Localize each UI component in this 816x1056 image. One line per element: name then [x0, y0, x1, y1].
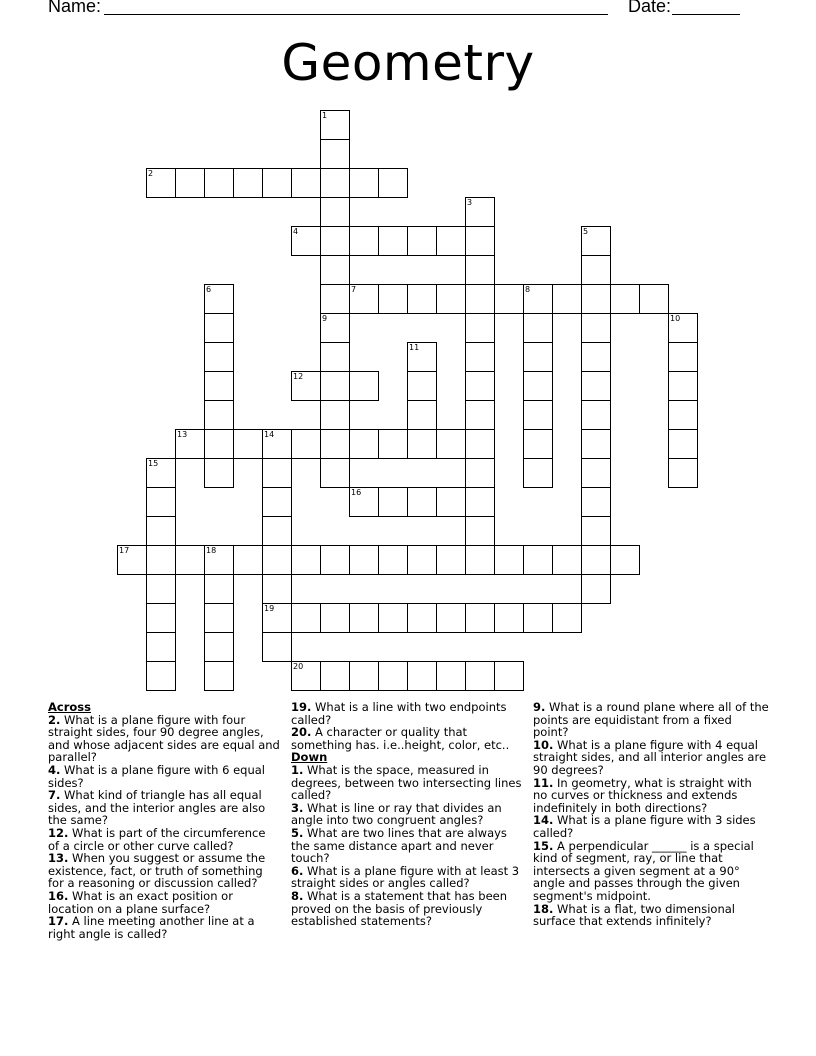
- clue-item: [291, 701, 525, 726]
- crossword-cell[interactable]: [320, 400, 350, 430]
- crossword-cell[interactable]: [146, 168, 176, 198]
- crossword-cell[interactable]: [668, 400, 698, 430]
- clues-column-2: [291, 701, 525, 928]
- crossword-cell[interactable]: [436, 661, 466, 691]
- clue-number: 18.: [533, 901, 554, 916]
- clue-text: What is the space, measured in degrees, between two intersecting lines called?: [291, 762, 522, 803]
- crossword-cell[interactable]: [204, 574, 234, 604]
- crossword-cell[interactable]: [378, 661, 408, 691]
- crossword-cell[interactable]: [291, 661, 321, 691]
- clue-text: What is line or ray that divides an angle into two congruent angles?: [291, 800, 502, 828]
- clue-item: [291, 865, 525, 890]
- crossword-cell[interactable]: [146, 516, 176, 546]
- crossword-cell[interactable]: [465, 545, 495, 575]
- crossword-cell[interactable]: [494, 545, 524, 575]
- crossword-cell[interactable]: [523, 458, 553, 488]
- crossword-cell[interactable]: [320, 197, 350, 227]
- crossword-cell[interactable]: [204, 603, 234, 633]
- crossword-cell[interactable]: [465, 284, 495, 314]
- crossword-cell[interactable]: [320, 371, 350, 401]
- clue-number-label: 14: [264, 430, 275, 439]
- clue-item: [533, 840, 769, 903]
- clue-number-label: 4: [293, 227, 299, 236]
- crossword-cell[interactable]: [523, 313, 553, 343]
- crossword-cell[interactable]: [494, 661, 524, 691]
- crossword-cell[interactable]: [465, 371, 495, 401]
- clue-item: [48, 764, 280, 789]
- clue-item: [48, 915, 280, 940]
- across-heading: Across: [48, 700, 91, 714]
- clue-text: In geometry, what is straight with no curves or thickness and extends indefinitely in both directions?: [533, 775, 752, 815]
- clue-item: [291, 802, 525, 827]
- crossword-cell[interactable]: [639, 284, 669, 314]
- clue-number: 4.: [48, 762, 61, 777]
- crossword-cell[interactable]: [378, 284, 408, 314]
- crossword-cell[interactable]: [262, 632, 292, 662]
- crossword-cell[interactable]: [407, 487, 437, 517]
- clue-text: What is part of the circumference of a circle or other curve called?: [48, 825, 266, 853]
- crossword-cell[interactable]: [204, 661, 234, 691]
- page-title: Geometry: [281, 34, 535, 92]
- clue-item: [291, 764, 525, 802]
- clue-item: [291, 726, 525, 751]
- crossword-cell[interactable]: [378, 603, 408, 633]
- crossword-cell[interactable]: [465, 661, 495, 691]
- clue-number: 13.: [48, 851, 69, 866]
- clue-number-label: 15: [148, 459, 159, 468]
- crossword-cell[interactable]: [320, 255, 350, 285]
- crossword-cell[interactable]: [465, 255, 495, 285]
- clue-text: What is a statement that has been proved on the basis of previously established statements?: [291, 888, 508, 929]
- crossword-cell[interactable]: [407, 661, 437, 691]
- crossword-cell[interactable]: [262, 516, 292, 546]
- crossword-cell[interactable]: [204, 545, 234, 575]
- clue-item: [533, 903, 769, 928]
- clue-number: 7.: [48, 788, 61, 803]
- clue-number-label: 7: [351, 285, 357, 294]
- crossword-cell[interactable]: [320, 313, 350, 343]
- down-heading: Down: [291, 750, 328, 765]
- clue-list-across-1: [48, 714, 280, 941]
- crossword-cell[interactable]: [291, 168, 321, 198]
- clue-text: A perpendicular ______ is a special kind of segment, ray, or line that intersects a given segment at a 90° angle and passes through the given segment's midpoint.: [533, 838, 754, 903]
- clue-number-label: 1: [322, 111, 328, 120]
- crossword-cell[interactable]: [407, 284, 437, 314]
- crossword-cell[interactable]: [581, 342, 611, 372]
- crossword-cell[interactable]: [407, 545, 437, 575]
- clue-text: What is a flat, two dimensional surface that extends infinitely?: [533, 901, 735, 929]
- clue-text: A line meeting another line at a right angle is called?: [48, 914, 255, 941]
- crossword-cell[interactable]: [668, 371, 698, 401]
- clue-number: 5.: [291, 825, 304, 840]
- clue-text: What is a line with two endpoints called?: [291, 700, 507, 727]
- clue-text: What is a plane figure with at least 3 straight sides or angles called?: [291, 863, 520, 891]
- clue-text: What is an exact position or location on a plane surface?: [48, 888, 233, 916]
- crossword-cell[interactable]: [494, 603, 524, 633]
- clue-item: [48, 852, 280, 890]
- clue-number: 14.: [533, 813, 554, 828]
- crossword-cell[interactable]: [581, 371, 611, 401]
- crossword-cell[interactable]: [204, 458, 234, 488]
- clue-number: 19.: [291, 700, 312, 714]
- crossword-cell[interactable]: [407, 342, 437, 372]
- clue-text: What is a plane figure with four straight sides, four 90 degree angles, and whose adjacent sides are equal and parallel?: [48, 712, 280, 765]
- crossword-cell[interactable]: [320, 284, 350, 314]
- crossword-cell[interactable]: [407, 603, 437, 633]
- clue-text: What kind of triangle has all equal sides, and the interior angles are also the same?: [48, 788, 266, 828]
- clue-list-across-2: [291, 701, 525, 751]
- crossword-cell[interactable]: [523, 400, 553, 430]
- crossword-cell[interactable]: [291, 603, 321, 633]
- crossword-cell[interactable]: [465, 429, 495, 459]
- clue-number: 2.: [48, 712, 61, 727]
- crossword-cell[interactable]: [349, 429, 379, 459]
- crossword-cell[interactable]: [117, 545, 147, 575]
- crossword-cell[interactable]: [320, 226, 350, 256]
- crossword-cell[interactable]: [320, 545, 350, 575]
- crossword-cell[interactable]: [581, 284, 611, 314]
- crossword-cell[interactable]: [320, 429, 350, 459]
- crossword-cell[interactable]: [349, 661, 379, 691]
- crossword-cell[interactable]: [349, 487, 379, 517]
- clue-text: What is a plane figure with 6 equal sides?: [48, 762, 265, 790]
- crossword-cell[interactable]: [204, 400, 234, 430]
- crossword-cell[interactable]: [465, 458, 495, 488]
- clue-number-label: 11: [409, 343, 420, 352]
- crossword-cell[interactable]: [436, 429, 466, 459]
- crossword-cell[interactable]: [436, 545, 466, 575]
- clue-number-label: 9: [322, 314, 328, 323]
- crossword-cell[interactable]: [465, 400, 495, 430]
- crossword-cell[interactable]: [523, 284, 553, 314]
- clue-list-down-1: [291, 764, 525, 928]
- crossword-cell[interactable]: [349, 603, 379, 633]
- clue-number-label: 10: [670, 314, 681, 323]
- clue-text: What is a plane figure with 3 sides called?: [533, 813, 756, 840]
- crossword-cell[interactable]: [146, 632, 176, 662]
- clue-number: 12.: [48, 825, 69, 840]
- clue-item: [48, 714, 280, 764]
- clue-number: 10.: [533, 737, 554, 752]
- crossword-cell[interactable]: [204, 371, 234, 401]
- clue-number-label: 17: [119, 546, 130, 555]
- clue-text: A character or quality that something has. i.e..height, color, etc..: [291, 725, 510, 752]
- crossword-cell[interactable]: [291, 545, 321, 575]
- date-label: Date:: [628, 0, 672, 16]
- clue-number-label: 8: [525, 285, 531, 294]
- clue-item: [533, 777, 769, 815]
- crossword-cell[interactable]: [523, 371, 553, 401]
- crossword-cell[interactable]: [175, 545, 205, 575]
- clue-number-label: 18: [206, 546, 217, 555]
- crossword-cell[interactable]: [407, 371, 437, 401]
- clue-number-label: 12: [293, 372, 304, 381]
- clue-number-label: 5: [583, 227, 589, 236]
- crossword-cell[interactable]: [581, 458, 611, 488]
- clues-column-1: [48, 701, 280, 940]
- crossword-cell[interactable]: [610, 284, 640, 314]
- crossword-cell[interactable]: [581, 429, 611, 459]
- crossword-cell[interactable]: [146, 458, 176, 488]
- crossword-cell[interactable]: [320, 139, 350, 169]
- clue-item: [291, 890, 525, 928]
- crossword-cell[interactable]: [668, 458, 698, 488]
- clue-list-down-2: [533, 701, 769, 928]
- crossword-cell[interactable]: [204, 429, 234, 459]
- crossword-cell[interactable]: [378, 226, 408, 256]
- clue-text: What is a plane figure with 4 equal straight sides, and all interior angles are 90 degrees?: [533, 737, 767, 777]
- crossword-cell[interactable]: [436, 284, 466, 314]
- clue-item: [48, 827, 280, 852]
- clue-number: 11.: [533, 775, 554, 790]
- crossword-cell[interactable]: [262, 545, 292, 575]
- crossword-cell[interactable]: [233, 168, 263, 198]
- crossword-cell[interactable]: [581, 226, 611, 256]
- crossword-cell[interactable]: [262, 168, 292, 198]
- crossword-cell[interactable]: [349, 284, 379, 314]
- crossword-cell[interactable]: [407, 429, 437, 459]
- crossword-cell[interactable]: [581, 487, 611, 517]
- clue-number: 6.: [291, 863, 304, 878]
- crossword-cell[interactable]: [204, 168, 234, 198]
- crossword-cell[interactable]: [581, 400, 611, 430]
- clue-number-label: 6: [206, 285, 212, 294]
- crossword-cell[interactable]: [291, 226, 321, 256]
- crossword-cell[interactable]: [233, 545, 263, 575]
- clue-number-label: 2: [148, 169, 154, 178]
- crossword-cell[interactable]: [204, 284, 234, 314]
- clue-number: 20.: [291, 725, 312, 740]
- crossword-cell[interactable]: [465, 603, 495, 633]
- crossword-cell[interactable]: [465, 197, 495, 227]
- crossword-cell[interactable]: [146, 574, 176, 604]
- crossword-cell[interactable]: [436, 603, 466, 633]
- clue-item: [533, 739, 769, 777]
- clue-item: [48, 890, 280, 915]
- crossword-cell[interactable]: [378, 487, 408, 517]
- name-label: Name:: [48, 0, 102, 16]
- crossword-cell[interactable]: [552, 284, 582, 314]
- crossword-cell[interactable]: [262, 574, 292, 604]
- crossword-cell[interactable]: [523, 429, 553, 459]
- crossword-cell[interactable]: [407, 400, 437, 430]
- crossword-cell[interactable]: [581, 255, 611, 285]
- clue-number: 17.: [48, 914, 69, 929]
- clue-number-label: 19: [264, 604, 275, 613]
- crossword-cell[interactable]: [146, 545, 176, 575]
- clue-item: [48, 789, 280, 827]
- crossword-cell[interactable]: [320, 168, 350, 198]
- crossword-cell[interactable]: [668, 429, 698, 459]
- crossword-cell[interactable]: [465, 516, 495, 546]
- clues-column-3: [533, 701, 769, 928]
- crossword-cell[interactable]: [262, 603, 292, 633]
- crossword-cell[interactable]: [407, 226, 437, 256]
- crossword-cell[interactable]: [146, 603, 176, 633]
- crossword-cell[interactable]: [349, 545, 379, 575]
- crossword-cell[interactable]: [523, 342, 553, 372]
- crossword-cell[interactable]: [291, 371, 321, 401]
- crossword-cell[interactable]: [146, 661, 176, 691]
- crossword-cell[interactable]: [581, 545, 611, 575]
- crossword-cell[interactable]: [320, 661, 350, 691]
- crossword-cell[interactable]: [523, 545, 553, 575]
- crossword-cell[interactable]: [494, 284, 524, 314]
- clue-item: [533, 814, 769, 839]
- crossword-cell[interactable]: [320, 458, 350, 488]
- crossword-cell[interactable]: [552, 545, 582, 575]
- clue-number: 9.: [533, 700, 546, 714]
- crossword-cell[interactable]: [552, 603, 582, 633]
- crossword-cell[interactable]: [262, 429, 292, 459]
- crossword-cell[interactable]: [262, 458, 292, 488]
- crossword-cell[interactable]: [233, 429, 263, 459]
- clue-number: 1.: [291, 762, 304, 777]
- crossword-cell[interactable]: [378, 429, 408, 459]
- clue-text: What is a round plane where all of the points are equidistant from a fixed point?: [533, 700, 769, 740]
- crossword-cell[interactable]: [436, 487, 466, 517]
- crossword-cell[interactable]: [668, 313, 698, 343]
- crossword-cell[interactable]: [262, 487, 292, 517]
- clue-number: 3.: [291, 800, 304, 815]
- crossword-cell[interactable]: [146, 487, 176, 517]
- crossword-cell[interactable]: [581, 574, 611, 604]
- crossword-cell[interactable]: [175, 429, 205, 459]
- clue-item: [291, 827, 525, 865]
- crossword-cell[interactable]: [291, 429, 321, 459]
- crossword-cell[interactable]: [320, 110, 350, 140]
- crossword-cell[interactable]: [349, 371, 379, 401]
- crossword-cell[interactable]: [668, 342, 698, 372]
- crossword-cell[interactable]: [320, 603, 350, 633]
- crossword-cell[interactable]: [610, 545, 640, 575]
- crossword-cell[interactable]: [581, 516, 611, 546]
- crossword-cell[interactable]: [175, 168, 205, 198]
- clue-item: [533, 701, 769, 739]
- clue-text: When you suggest or assume the existence, fact, or truth of something for a reasoning or discussion called?: [48, 851, 266, 891]
- crossword-cell[interactable]: [349, 168, 379, 198]
- crossword-cell[interactable]: [378, 545, 408, 575]
- clue-number: 8.: [291, 888, 304, 903]
- crossword-cell[interactable]: [465, 226, 495, 256]
- crossword-cell[interactable]: [465, 313, 495, 343]
- crossword-cell[interactable]: [436, 226, 466, 256]
- clue-number: 16.: [48, 888, 69, 903]
- crossword-cell[interactable]: [378, 168, 408, 198]
- crossword-cell[interactable]: [320, 342, 350, 372]
- clue-number-label: 13: [177, 430, 188, 439]
- crossword-cell[interactable]: [523, 603, 553, 633]
- clue-number-label: 20: [293, 662, 304, 671]
- clue-number-label: 3: [467, 198, 473, 207]
- crossword-cell[interactable]: [465, 487, 495, 517]
- clue-number-label: 16: [351, 488, 362, 497]
- crossword-cell[interactable]: [204, 632, 234, 662]
- crossword-cell[interactable]: [465, 342, 495, 372]
- clue-number: 15.: [533, 838, 554, 853]
- crossword-cell[interactable]: [581, 313, 611, 343]
- clue-text: What are two lines that are always the same distance apart and never touch?: [291, 825, 507, 866]
- crossword-cell[interactable]: [204, 342, 234, 372]
- crossword-cell[interactable]: [204, 313, 234, 343]
- crossword-cell[interactable]: [349, 226, 379, 256]
